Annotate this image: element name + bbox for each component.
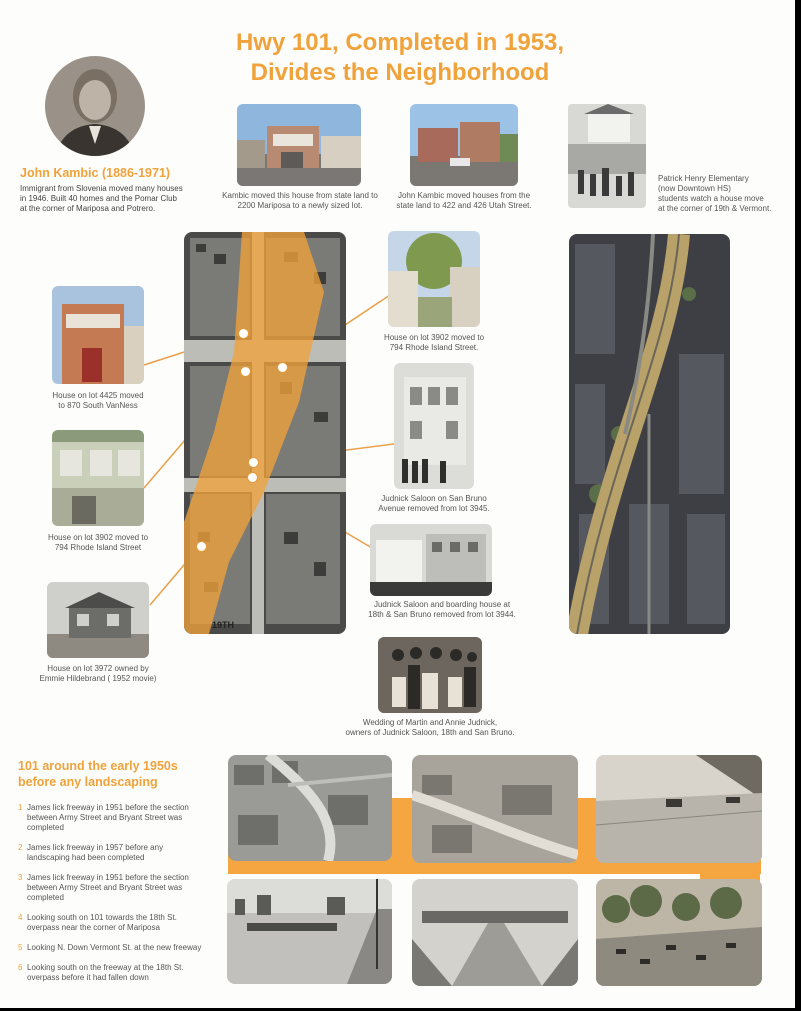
caption-top-2: John Kambic moved houses from the state land to 422 and 426 Utah Street. [396, 191, 532, 210]
list-item: 6 Looking south on the freeway at the 18th St. overpass before it had fallen down [18, 963, 184, 982]
caption-left-2: House on lot 3902 moved to 794 Rhode Island Street [47, 533, 149, 552]
list-item: 4 Looking south on 101 towards the 18th St. overpass near the corner of Mariposa [18, 913, 177, 932]
map-marker-lot-3945 [248, 457, 259, 468]
freeway-photo-3 [596, 755, 762, 863]
modern-aerial-freeway [569, 234, 730, 634]
caption-top-3: Patrick Henry Elementary (now Downtown HS) students watch a house move at the corner of 19th & Vermont. [658, 174, 772, 213]
kambic-name: John Kambic (1886-1971) [20, 166, 171, 180]
map-street-label: 19TH [212, 620, 235, 630]
freeway-photo-5 [412, 879, 578, 986]
list-item: 5 Looking N. Down Vermont St. at the new freeway [18, 943, 202, 952]
freeway-photo-1 [228, 755, 392, 861]
title-line-1: Hwy 101, Completed in 1953, [235, 29, 565, 56]
map-marker-lot-4425 [238, 328, 249, 339]
photo-house-lot-3972 [47, 582, 149, 658]
caption-top-1: Kambic moved this house from state land to 2200 Mariposa to a newly sized lot. [222, 191, 378, 210]
caption-right-2: Judnick Saloon on San Bruno Avenue removed from lot 3945. [378, 494, 490, 513]
list-item: 2 James lick freeway in 1957 before any landscaping had been completed [18, 843, 164, 862]
caption-left-3: House on lot 3972 owned by Emmie Hildebrand ( 1952 movie) [39, 664, 157, 683]
caption-left-1: House on lot 4425 moved to 870 South VanNess [52, 391, 144, 410]
list-item: 1 James lick freeway in 1951 before the section between Army Street and Bryant Street was completed [18, 803, 189, 832]
photo-judnick-saloon-boarding-house [370, 524, 492, 596]
map-marker-lot-3972 [196, 541, 207, 552]
map-marker-lot-3902-right [277, 362, 288, 373]
section-heading: 101 around the early 1950s before any landscaping [18, 759, 178, 789]
caption-right-3: Judnick Saloon and boarding house at 18th & San Bruno removed from lot 3944. [368, 600, 516, 619]
photo-judnick-wedding [378, 637, 482, 713]
kambic-bio: Immigrant from Slovenia moved many houses in 1946. Built 40 homes and the Pomar Club at the corner of Mariposa and Potrero. [20, 184, 183, 213]
freeway-photo-4 [227, 879, 392, 984]
map-marker-lot-3944 [247, 472, 258, 483]
photo-house-lot-3902-left [52, 430, 144, 526]
photo-house-lot-3902-right [388, 231, 480, 327]
map-marker-lot-3902-left [240, 366, 251, 377]
list-item: 3 James lick freeway in 1951 before the section between Army Street and Bryant Street was completed [18, 873, 189, 902]
photo-judnick-saloon-san-bruno [394, 363, 474, 489]
title-line-2: Divides the Neighborhood [250, 59, 550, 86]
caption-right-1: House on lot 3902 moved to 794 Rhode Island Street. [383, 333, 485, 352]
caption-wedding: Wedding of Martin and Annie Judnick, owners of Judnick Saloon, 18th and San Bruno. [345, 718, 515, 737]
freeway-photo-2 [412, 755, 578, 863]
freeway-photo-6 [596, 879, 762, 986]
aerial-map-with-hwy-overlay [184, 232, 346, 634]
photo-house-lot-4425 [52, 286, 144, 384]
